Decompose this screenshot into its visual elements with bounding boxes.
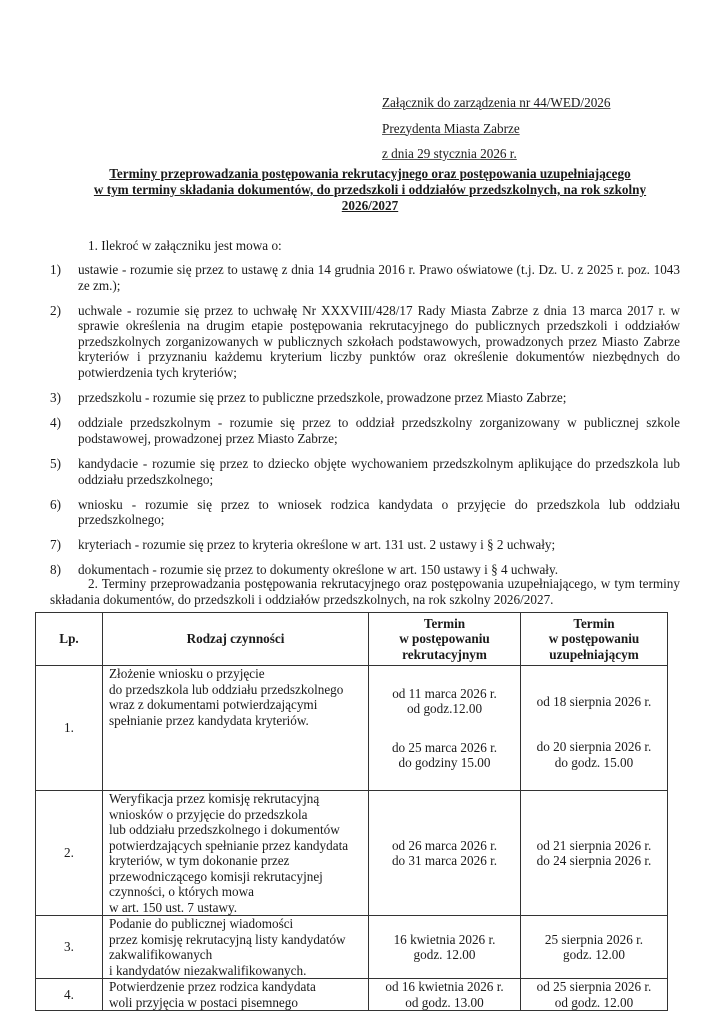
attachment-header (382, 90, 610, 167)
definition-text: uchwale - rozumie się przez to uchwałę Nr XXXVIII/428/17 Rady Miasta Zabrze z dnia 13 marca 2017 r. w sprawie określenia na drugim etapie postępowania rekrutacyjnego do publicznych przedszkoli i oddziałów przedszkolnych zorganizowanych w publicznych szkołach podstawowych, prowadzonych przez Miasto Zabrze kryteriów i przyznaniu każdemu kryterium liczby punktów oraz określenie dokumentów niezbędnych do potwierdzenia tych kryteriów; (78, 302, 680, 381)
activity-line: zakwalifikowanych (109, 947, 213, 962)
activity-line: woli przyjęcia w postaci pisemnego (109, 994, 298, 1010)
term-line: od 11 marca 2026 r. (392, 685, 497, 701)
schedule-table (35, 612, 668, 1011)
definition-text: oddziale przedszkolnym - rozumie się przez to oddział przedszkolny zorganizowany w publicznej szkole podstawowej, prowadzonej przez Miasto Zabrze; (78, 415, 680, 446)
term-line: od 18 sierpnia 2026 r. (536, 693, 652, 709)
activity-line: Weryfikacja przez komisję rekrutacyjną (109, 791, 320, 806)
term-line: 16 kwietnia 2026 r. (393, 931, 496, 947)
header-line: uzupełniającym (549, 646, 639, 662)
definition-number: 6) (50, 496, 61, 512)
term-line: od 16 kwietnia 2026 r. (385, 979, 504, 994)
definition-text: kandydacie - rozumie się przez to dziecko objęte wychowaniem przedszkolnym aplikujące do przedszkola lub oddziału przedszkolnego; (78, 455, 680, 487)
definition-item (50, 262, 680, 293)
section-2-text: 2. Terminy przeprowadzania postępowania rekrutacyjnego oraz postępowania uzupełniającego, w tym terminy składania dokumentów, do przedszkoli i oddziałów przedszkolnych, na rok szkolny 2026/2027. (50, 576, 680, 607)
header-activity: Rodzaj czynności (103, 613, 369, 666)
row-recruitment-term (369, 791, 521, 916)
term-line: od 25 sierpnia 2026 r. (536, 979, 652, 994)
header-supplementary (521, 613, 668, 666)
row-lp: 4. (36, 979, 103, 1011)
row-lp: 3. (36, 916, 103, 979)
row-activity (103, 916, 369, 979)
definition-text: przedszkolu - rozumie się przez to publiczne przedszkole, prowadzone przez Miasto Zabrze; (78, 390, 567, 406)
definition-text: kryteriach - rozumie się przez to kryteria określone w art. 131 ust. 2 ustawy i § 2 uchwały; (78, 537, 556, 553)
table-row (36, 916, 668, 979)
definition-item (50, 415, 680, 446)
row-activity (103, 666, 369, 791)
header-lp: Lp. (36, 613, 103, 666)
activity-line: Złożenie wniosku o przyjęcie (109, 666, 265, 681)
table-header-row (36, 613, 668, 666)
definition-number: 1) (50, 262, 61, 277)
activity-line: do przedszkola lub oddziału przedszkolnego (109, 681, 344, 697)
term-line: 25 sierpnia 2026 r. (544, 931, 644, 947)
term-line: do godz. 15.00 (554, 754, 634, 770)
activity-line: i kandydatów niezakwalifikowanych. (109, 962, 307, 978)
term-line: do 20 sierpnia 2026 r. (536, 739, 652, 755)
activity-line: lub oddziału przedszkolnego i dokumentów (109, 822, 340, 837)
header-line: w postępowaniu (548, 631, 640, 647)
activity-line: wraz z dokumentami potwierdzającymi (109, 697, 318, 712)
definition-number: 4) (50, 415, 61, 431)
header-line: w postępowaniu (399, 631, 490, 647)
activity-line: przez komisję rekrutacyjną listy kandydatów (109, 931, 346, 947)
definition-item (50, 303, 680, 381)
attachment-date: z dnia 29 stycznia 2026 r. (382, 146, 517, 161)
definition-item (50, 390, 680, 406)
activity-line: Potwierdzenie przez rodzica kandydata (109, 979, 316, 994)
activity-line: kryteriów, w tym dokonanie przez (109, 853, 290, 868)
row-supplementary-term (521, 791, 668, 916)
term-line: godz. 12.00 (413, 947, 476, 962)
table-row (36, 979, 668, 1011)
activity-line: spełnianie przez kandydata kryteriów. (109, 712, 309, 728)
row-lp: 2. (36, 791, 103, 916)
header-line: Termin (573, 615, 615, 631)
definition-number: 7) (50, 537, 61, 553)
definition-item (50, 456, 680, 487)
definition-number: 8) (50, 562, 61, 578)
table-row (36, 666, 668, 791)
header-line: Termin (423, 615, 466, 631)
term-line: od godz. 12.00 (554, 994, 634, 1010)
definition-text: dokumentach - rozumie się przez to dokumenty określone w art. 150 ustawy i § 4 uchwały. (78, 562, 558, 578)
table-row (36, 791, 668, 916)
definition-number: 5) (50, 455, 61, 471)
activity-line: potwierdzających spełnianie przez kandydata (109, 837, 349, 853)
row-supplementary-term (521, 916, 668, 979)
term-line: do 25 marca 2026 r. (391, 739, 498, 755)
title-line-1: Terminy przeprowadzania postępowania rekrutacyjnego oraz postępowania uzupełniającego (109, 166, 631, 181)
attachment-issuer: Prezydenta Miasta Zabrze (382, 120, 520, 136)
row-activity (103, 791, 369, 916)
definition-item (50, 537, 680, 553)
term-line: od godz. 13.00 (405, 994, 484, 1010)
term-line: godz. 12.00 (563, 947, 625, 962)
definition-item (50, 497, 680, 528)
term-line: od 26 marca 2026 r. (391, 837, 498, 853)
term-line: od 21 sierpnia 2026 r. (536, 837, 652, 853)
title-line-3: 2026/2027 (341, 198, 399, 213)
row-supplementary-term (521, 979, 668, 1011)
activity-line: Podanie do publicznej wiadomości (109, 916, 294, 931)
header-recruitment (369, 613, 521, 666)
row-recruitment-term (369, 979, 521, 1011)
row-supplementary-term (521, 666, 668, 791)
activity-line: przewodniczącego komisji rekrutacyjnej (109, 868, 323, 884)
definitions-list (50, 262, 680, 588)
header-line: rekrutacyjnym (402, 646, 487, 662)
document-title (60, 166, 680, 214)
activity-line: wniosków o przyjęcie do przedszkola (109, 806, 308, 822)
term-line: do godziny 15.00 (398, 755, 491, 770)
definition-number: 2) (50, 302, 61, 318)
term-line: do 24 sierpnia 2026 r. (536, 853, 652, 868)
row-lp: 1. (36, 666, 103, 791)
row-recruitment-term (369, 916, 521, 979)
activity-line: w art. 150 ust. 7 ustawy. (109, 899, 238, 915)
attachment-reference: Załącznik do zarządzenia nr 44/WED/2026 (382, 95, 611, 110)
row-recruitment-term (369, 666, 521, 791)
term-line: do 31 marca 2026 r. (391, 853, 498, 868)
term-line: od godz.12.00 (406, 701, 483, 716)
definition-text: wniosku - rozumie się przez to wniosek rodzica kandydata o przyjęcie do przedszkola lub oddziału przedszkolnego; (78, 496, 680, 528)
definition-number: 3) (50, 390, 61, 406)
activity-line: czynności, o których mowa (109, 884, 255, 899)
section-1-intro: 1. Ilekroć w załączniku jest mowa o: (88, 238, 282, 253)
definition-text: ustawie - rozumie się przez to ustawę z dnia 14 grudnia 2016 r. Prawo oświatowe (t.j. Dz. U. z 2025 r. poz. 1043 ze zm.); (78, 262, 680, 293)
row-activity (103, 979, 369, 1011)
title-line-2: w tym terminy składania dokumentów, do przedszkoli i oddziałów przedszkolnych, na rok szkolny (93, 182, 647, 197)
